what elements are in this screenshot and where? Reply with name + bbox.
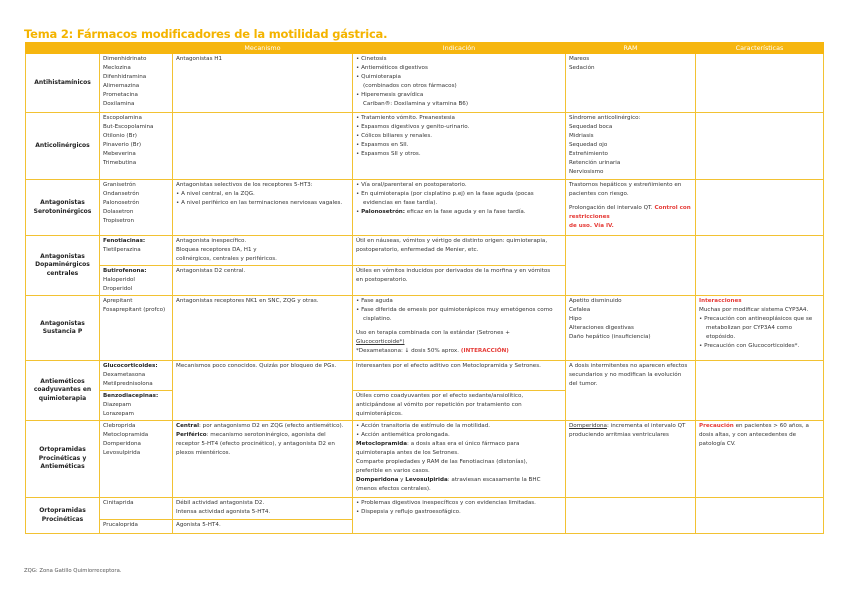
ram-item: Sedación xyxy=(569,65,595,71)
indication-text: Uso en terapia combinada con la estándar (Setrones + xyxy=(356,330,510,336)
drug: Dexametasona xyxy=(103,372,146,378)
drug-list xyxy=(100,113,173,180)
mecanismo-item: • A nivel periférico en las terminaciones nerviosas vagales. xyxy=(176,199,349,208)
indication-item: • Acción antiemética prolongada. xyxy=(356,431,562,440)
drug: Domperidona xyxy=(103,441,141,447)
drug: Prometacina xyxy=(103,92,138,98)
mecanismo-cell xyxy=(173,421,353,498)
drug-list xyxy=(100,421,173,498)
row-procineticas-cinitaprida xyxy=(26,498,824,520)
ram-cell xyxy=(566,498,696,534)
indication-text: Útiles en vómitos inducidos por derivados de la morfina y en vómitos xyxy=(356,268,551,274)
indication-item: • Antieméticos digestivos xyxy=(356,64,562,73)
ram-item: Daño hepático (insuficiencia) xyxy=(569,334,651,340)
ram-cell xyxy=(566,361,696,421)
indication-item: • Acción transitoria de estímulo de la motilidad. xyxy=(356,422,562,431)
mecanismo-cell xyxy=(173,296,353,361)
drug-list xyxy=(100,296,173,361)
drug: Tietilperazina xyxy=(103,247,141,253)
drug: But-Escopolamina xyxy=(103,124,154,130)
caracteristicas-cell xyxy=(696,498,824,534)
indication-item: Cariban®: Doxilamina y vitamina B6) xyxy=(363,101,469,107)
header-mecanismo: Mecanismo xyxy=(173,43,353,54)
ram-item: produciendo arritmias ventriculares xyxy=(569,432,669,438)
characteristic-text: dosis altas, y con antecedentes de xyxy=(699,432,797,438)
ram-item: Sequedad boca xyxy=(569,124,613,130)
group-label: Antihistamínicos xyxy=(26,54,100,113)
mecanismo-cell xyxy=(173,236,353,266)
ram-item: del tumor. xyxy=(569,381,598,387)
indication-desc: : atraviesan escasamente la BHC xyxy=(447,477,541,483)
drug: Alimemazina xyxy=(103,83,140,89)
caracteristicas-cell xyxy=(696,180,824,236)
ram-item: Sequedad ojo xyxy=(569,142,608,148)
drug-list xyxy=(100,361,173,391)
ram-item: Cefalea xyxy=(569,307,591,313)
mecanismo-cell xyxy=(173,361,353,421)
characteristic-warning: Precaución xyxy=(699,423,734,429)
indication-item: • Espasmos SII y otros. xyxy=(356,150,562,159)
drug-highlight: Domperidona xyxy=(356,477,399,483)
drug: Otilonio (Br) xyxy=(103,133,137,139)
drug: Granisetrón xyxy=(103,182,136,188)
indicacion-cell xyxy=(353,113,566,180)
drug: Escopolamina xyxy=(103,115,142,121)
indication-item: • Espasmos digestivos y genito-urinario. xyxy=(356,123,562,132)
mecanismo-label: Central xyxy=(176,423,200,429)
indication-text: en postoperatorio. xyxy=(356,277,408,283)
ram-cell xyxy=(566,54,696,113)
row-serotoninergicos xyxy=(26,180,824,236)
ram-item xyxy=(569,422,692,431)
drug: Metilprednisolona xyxy=(103,381,153,387)
drug: Dolasetron xyxy=(103,209,134,215)
ram-item: Nerviosismo xyxy=(569,169,604,175)
header-blank xyxy=(26,43,173,54)
header-indicacion: Indicación xyxy=(353,43,566,54)
caracteristicas-cell xyxy=(696,296,824,361)
indicacion-cell xyxy=(353,266,566,296)
characteristic-desc: en pacientes > 60 años, a xyxy=(733,423,809,429)
indication-text xyxy=(356,476,562,485)
row-dopaminergicos-fenotiacinas xyxy=(26,236,824,266)
caracteristicas-cell xyxy=(696,361,824,421)
ram-warning: restricciones xyxy=(569,214,610,220)
mecanismo-cell xyxy=(173,498,353,520)
caracteristicas-cell xyxy=(696,236,824,296)
drug: Fosaprepitant (profco) xyxy=(103,307,166,313)
indication-item: • Tratamiento vómito. Preanestesia xyxy=(356,114,562,123)
indication-text: Útil en náuseas, vómitos y vértigo de distinto origen: quimioterapia, xyxy=(356,238,548,244)
indication-item: • Cólicos biliares y renales. xyxy=(356,132,562,141)
mecanismo-cell xyxy=(173,113,353,180)
indication-item: (combinados con otros fármacos) xyxy=(363,83,457,89)
mecanismo-cell xyxy=(173,180,353,236)
drug-subgroup: Butirofenona: xyxy=(103,268,147,274)
indication-item: • Problemas digestivos inespecíficos y con evidencias limitadas. xyxy=(356,499,562,508)
mecanismo-text: Débil actividad antagonista D2. xyxy=(176,500,265,506)
ram-item xyxy=(569,204,692,213)
group-label: Antieméticos coadyuvantes en quimioterapia xyxy=(26,361,100,421)
ram-item: Mareos xyxy=(569,56,590,62)
drug: Doxilamina xyxy=(103,101,135,107)
drug-list xyxy=(100,391,173,421)
ram-item: Apetito disminuido xyxy=(569,298,622,304)
ram-item: Trastornos hepáticos y estreñimiento en xyxy=(569,182,682,188)
mecanismo-text xyxy=(176,422,349,431)
interaction-warning: (INTERACCIÓN) xyxy=(458,348,509,354)
indication-item: • Fase aguda xyxy=(356,297,562,306)
indication-text: quimioterápicos. xyxy=(356,411,403,417)
ram-item: A dosis intermitentes no aparecen efectos xyxy=(569,363,688,369)
ram-text: Prolongación del intervalo QT. xyxy=(569,205,653,211)
drug: Ondansetrón xyxy=(103,191,140,197)
drug: Palonosetrón xyxy=(103,200,140,206)
ram-item: pacientes con riesgo. xyxy=(569,191,629,197)
group-label: Ortopramidas Procinéticas y Antieméticas xyxy=(26,421,100,498)
ram-text: : incrementa el intervalo QT xyxy=(606,423,686,429)
drug: Dimenhidrinato xyxy=(103,56,147,62)
mecanismo-text: colinérgicos, centrales y periféricos. xyxy=(176,256,277,262)
caracteristicas-cell xyxy=(696,421,824,498)
group-label: Antagonistas Serotoninérgicos xyxy=(26,180,100,236)
indication-item: • Fase diferida de emesis por quimioterápicos muy emetógenos como xyxy=(356,306,562,315)
indication-desc: : a dosis altas era el único fármaco para xyxy=(407,441,520,447)
drug-list xyxy=(100,180,173,236)
indication-text: Interesantes por el efecto aditivo con Metoclopramida y Setrones. xyxy=(356,363,541,369)
indicacion-cell xyxy=(353,361,566,391)
mecanismo-cell xyxy=(173,520,353,534)
mecanismo-text: Agonista 5-HT4. xyxy=(176,522,221,528)
footnote: ZQG: Zona Gatillo Quimiorreceptora. xyxy=(24,568,122,574)
characteristic-item: • Precaución con antineoplásicos que se xyxy=(699,315,820,324)
indication-item: • Dispepsia y reflujo gastroesofágico. xyxy=(356,508,562,517)
indication-text: Glucocorticoide*) xyxy=(356,339,405,345)
mecanismo-text: Antagonista inespecífico. xyxy=(176,238,247,244)
ram-item: Retención urinaria xyxy=(569,160,621,166)
page-title: Tema 2: Fármacos modificadores de la motilidad gástrica. xyxy=(24,27,388,41)
drug-list xyxy=(100,520,173,534)
ram-warning: de uso. Vía IV. xyxy=(569,223,614,229)
drug-subgroup: Benzodiacepinas: xyxy=(103,393,159,399)
indication-item: • Espasmos en SII. xyxy=(356,141,562,150)
row-anticolinergicos xyxy=(26,113,824,180)
ram-cell xyxy=(566,180,696,236)
indicacion-cell xyxy=(353,391,566,421)
ram-item: Estreñimiento xyxy=(569,151,608,157)
mecanismo-text: Antagonistas selectivos de los receptores 5-HT3: xyxy=(176,182,313,188)
row-antihistaminicos xyxy=(26,54,824,113)
mecanismo-text: Bloquea receptores DA, H1 y xyxy=(176,247,257,253)
drug-list xyxy=(100,236,173,266)
indication-text xyxy=(356,347,562,356)
characteristic-text xyxy=(699,422,820,431)
drug: Lorazepam xyxy=(103,411,134,417)
drug-list xyxy=(100,498,173,520)
indication-text: Útiles como coadyuvantes por el efecto sedante/ansiolítico, xyxy=(356,393,524,399)
indication-text: preferible en varios casos. xyxy=(356,468,430,474)
ram-item: Midriasis xyxy=(569,133,594,139)
ram-item: Alteraciones digestivas xyxy=(569,325,634,331)
ram-item: secundarios y no modifican la evolución xyxy=(569,372,682,378)
drug: Trimebutina xyxy=(103,160,137,166)
indication-item xyxy=(356,208,562,217)
characteristic-text: Muchas por modificar sistema CYP3A4. xyxy=(699,307,809,313)
indicacion-cell xyxy=(353,421,566,498)
drug-highlight: Metoclopramida xyxy=(356,441,408,447)
ram-cell xyxy=(566,113,696,180)
mecanismo-label: Periférico xyxy=(176,432,207,438)
drug: Cinitaprida xyxy=(103,500,134,506)
drug: Diazepam xyxy=(103,402,132,408)
characteristic-title: Interacciones xyxy=(699,298,742,304)
indication-item: • Vía oral/parenteral en postoperatorio. xyxy=(356,181,562,190)
mecanismo-text: Intensa actividad agonista 5-HT4. xyxy=(176,509,271,515)
drug: Droperidol xyxy=(103,286,133,292)
indication-item: • Cinetosis xyxy=(356,55,562,64)
group-label: Antagonistas Dopaminérgicos centrales xyxy=(26,236,100,296)
mecanismo-text: Antagonistas H1 xyxy=(176,56,223,62)
ram-cell xyxy=(566,296,696,361)
characteristic-item: metabolizan por CYP3A4 como xyxy=(706,325,793,331)
ram-warning: Control con xyxy=(652,205,691,211)
indicacion-cell xyxy=(353,296,566,361)
drug-highlight: Levosulpirida xyxy=(405,477,448,483)
indication-text: eficaz en la fase aguda y en la fase tardía. xyxy=(405,209,526,215)
row-sustancia-p xyxy=(26,296,824,361)
mecanismo-cell xyxy=(173,54,353,113)
drug: Mebeverina xyxy=(103,151,136,157)
drug: Metoclopramida xyxy=(103,432,149,438)
indicacion-cell xyxy=(353,498,566,534)
row-ortopramidas-antiemeticas xyxy=(26,421,824,498)
indication-item: • En quimioterapia (por cisplatino p.ej) en la fase aguda (pocas xyxy=(356,190,562,199)
row-coadyuvantes-glucocorticoides xyxy=(26,361,824,391)
indication-item: • Hiperemesis gravídica xyxy=(356,91,562,100)
mecanismo-text: receptor 5-HT4 (efecto procinético), y antagonista D2 en xyxy=(176,441,335,447)
caracteristicas-cell xyxy=(696,113,824,180)
mecanismo-text: plexos mientéricos. xyxy=(176,450,231,456)
ram-item: Síndrome anticolinérgico: xyxy=(569,115,641,121)
group-label: Ortopramidas Procinéticas xyxy=(26,498,100,534)
indicacion-cell xyxy=(353,180,566,236)
mecanismo-text xyxy=(176,431,349,440)
mecanismo-cell xyxy=(173,266,353,296)
mecanismo-text: Antagonistas D2 central. xyxy=(176,268,246,274)
indication-text: quimioterapia antes de los Setrones. xyxy=(356,450,459,456)
mecanismo-text: Mecanismos poco conocidos. Quizás por bloqueo de PGs. xyxy=(176,363,337,369)
characteristic-text: patología CV. xyxy=(699,441,736,447)
drug-list xyxy=(100,54,173,113)
mecanismo-desc: : por antagonismo D2 en ZQG (efecto antiemético). xyxy=(199,423,344,429)
drug: Prucaloprida xyxy=(103,522,138,528)
ram-cell xyxy=(566,236,696,296)
characteristic-item: • Precaución con Glucocorticoides*. xyxy=(699,342,820,351)
mecanismo-item: • A nivel central, en la ZQG. xyxy=(176,190,349,199)
indication-text: Comparte propiedades y RAM de las Fenotiacinas (distonías), xyxy=(356,459,528,465)
indication-item: evidencias en fase tardía). xyxy=(363,200,438,206)
drug-list xyxy=(100,266,173,296)
drug: Tropisetron xyxy=(103,218,134,224)
group-label: Antagonistas Sustancia P xyxy=(26,296,100,361)
drug: Pinaverio (Br) xyxy=(103,142,142,148)
drug-subgroup: Glucocorticoides: xyxy=(103,363,158,369)
indication-text: postoperatorio, enfermedad de Menier, etc. xyxy=(356,247,479,253)
indicacion-cell xyxy=(353,54,566,113)
drug: Clebroprida xyxy=(103,423,136,429)
indication-item: cisplatino. xyxy=(363,316,392,322)
mecanismo-text: Antagonistas receptores NK1 en SNC, ZQG y otras. xyxy=(176,298,319,304)
indication-item: • Quimioterapia xyxy=(356,73,562,82)
drug: Aprepitant xyxy=(103,298,133,304)
indication-note: *Dexametasona: ↓ dosis 50% aprox. xyxy=(356,348,459,354)
indication-text: anticipándose al vómito por repetición por tratamiento con xyxy=(356,402,522,408)
drug-highlight: Palonosetrón: xyxy=(361,209,406,215)
drug: Meclozina xyxy=(103,65,131,71)
header-ram: RAM xyxy=(566,43,696,54)
caracteristicas-cell xyxy=(696,54,824,113)
characteristic-item: etopósido. xyxy=(706,334,736,340)
drug-table xyxy=(25,42,824,534)
indication-desc: y xyxy=(398,477,406,483)
indicacion-cell xyxy=(353,236,566,266)
indication-text xyxy=(356,440,562,449)
drug: Levosulpirida xyxy=(103,450,141,456)
drug: Difenhidramina xyxy=(103,74,147,80)
group-label: Anticolinérgicos xyxy=(26,113,100,180)
ram-item: Hipo xyxy=(569,316,582,322)
header-row xyxy=(26,43,824,54)
indication-text: (menos efectos centrales). xyxy=(356,486,431,492)
mecanismo-desc: : mecanismo serotoninérgico, agonista del xyxy=(206,432,326,438)
header-caracteristicas: Características xyxy=(696,43,824,54)
drug-subgroup: Fenotiacinas: xyxy=(103,238,146,244)
drug-highlight: Domperidona xyxy=(569,423,607,429)
drug: Haloperidol xyxy=(103,277,135,283)
ram-cell xyxy=(566,421,696,498)
